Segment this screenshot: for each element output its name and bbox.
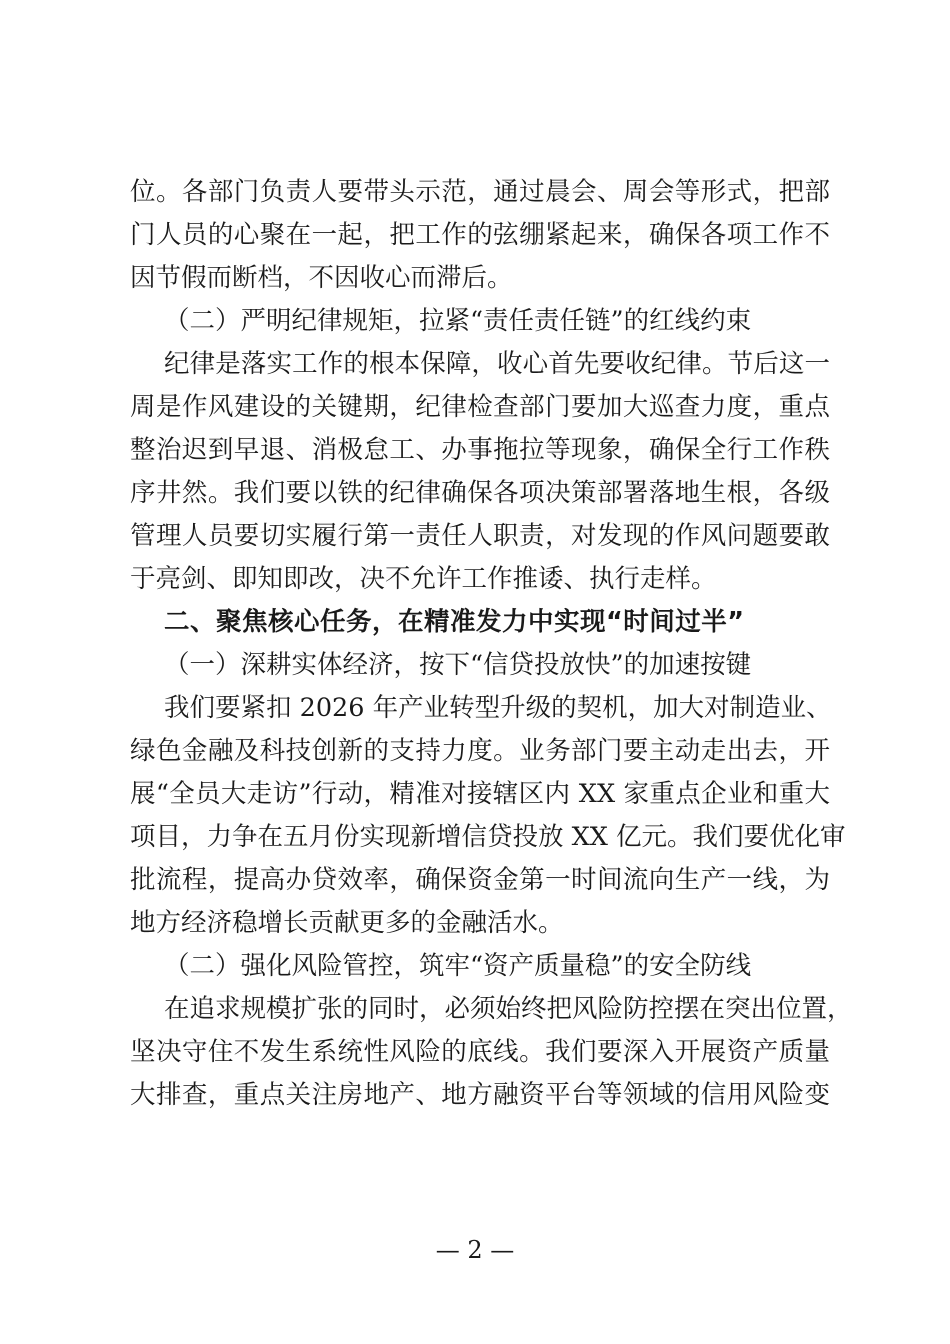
paragraph-line: 批流程，提高办贷效率，确保资金第一时间流向生产一线，为 bbox=[130, 865, 830, 895]
subsection-heading: （二）严明纪律规矩，拉紧“责任责任链”的红线约束 bbox=[164, 306, 752, 336]
page-number: — 2 — bbox=[435, 1236, 515, 1264]
paragraph-line: 因节假而断档，不因收心而滞后。 bbox=[130, 263, 513, 293]
paragraph-line: 大排查，重点关注房地产、地方融资平台等领域的信用风险变 bbox=[130, 1080, 830, 1110]
paragraph-line: 门人员的心聚在一起，把工作的弦绷紧起来，确保各项工作不 bbox=[130, 220, 830, 250]
paragraph-line: 位。各部门负责人要带头示范，通过晨会、周会等形式，把部 bbox=[130, 177, 830, 207]
paragraph-line: 绿色金融及科技创新的支持力度。业务部门要主动走出去，开 bbox=[130, 736, 830, 766]
paragraph-line: 整治迟到早退、消极怠工、办事拖拉等现象，确保全行工作秩 bbox=[130, 435, 830, 465]
paragraph-line: 展“全员大走访”行动，精准对接辖区内 XX 家重点企业和重大 bbox=[130, 779, 830, 809]
paragraph-line: 管理人员要切实履行第一责任人职责，对发现的作风问题要敢 bbox=[130, 521, 830, 551]
subsection-heading: （二）强化风险管控，筑牢“资产质量稳”的安全防线 bbox=[164, 951, 752, 981]
subsection-heading: （一）深耕实体经济，按下“信贷投放快”的加速按键 bbox=[164, 650, 752, 680]
section-heading: 二、聚焦核心任务，在精准发力中实现“时间过半” bbox=[164, 607, 745, 637]
paragraph-line: 序井然。我们要以铁的纪律确保各项决策部署落地生根，各级 bbox=[130, 478, 830, 508]
paragraph-line: 纪律是落实工作的根本保障，收心首先要收纪律。节后这一 bbox=[164, 349, 830, 379]
paragraph-line: 项目，力争在五月份实现新增信贷投放 XX 亿元。我们要优化审 bbox=[130, 822, 846, 852]
paragraph-line: 周是作风建设的关键期，纪律检查部门要加大巡查力度，重点 bbox=[130, 392, 830, 422]
paragraph-line: 地方经济稳增长贡献更多的金融活水。 bbox=[130, 908, 564, 938]
paragraph-line: 于亮剑、即知即改，决不允许工作推诿、执行走样。 bbox=[130, 564, 717, 594]
paragraph-line: 我们要紧扣 2026 年产业转型升级的契机，加大对制造业、 bbox=[164, 693, 832, 723]
paragraph-line: 坚决守住不发生系统性风险的底线。我们要深入开展资产质量 bbox=[130, 1037, 830, 1067]
paragraph-line: 在追求规模扩张的同时，必须始终把风险防控摆在突出位置， bbox=[164, 994, 853, 1024]
document-body bbox=[130, 171, 853, 1117]
